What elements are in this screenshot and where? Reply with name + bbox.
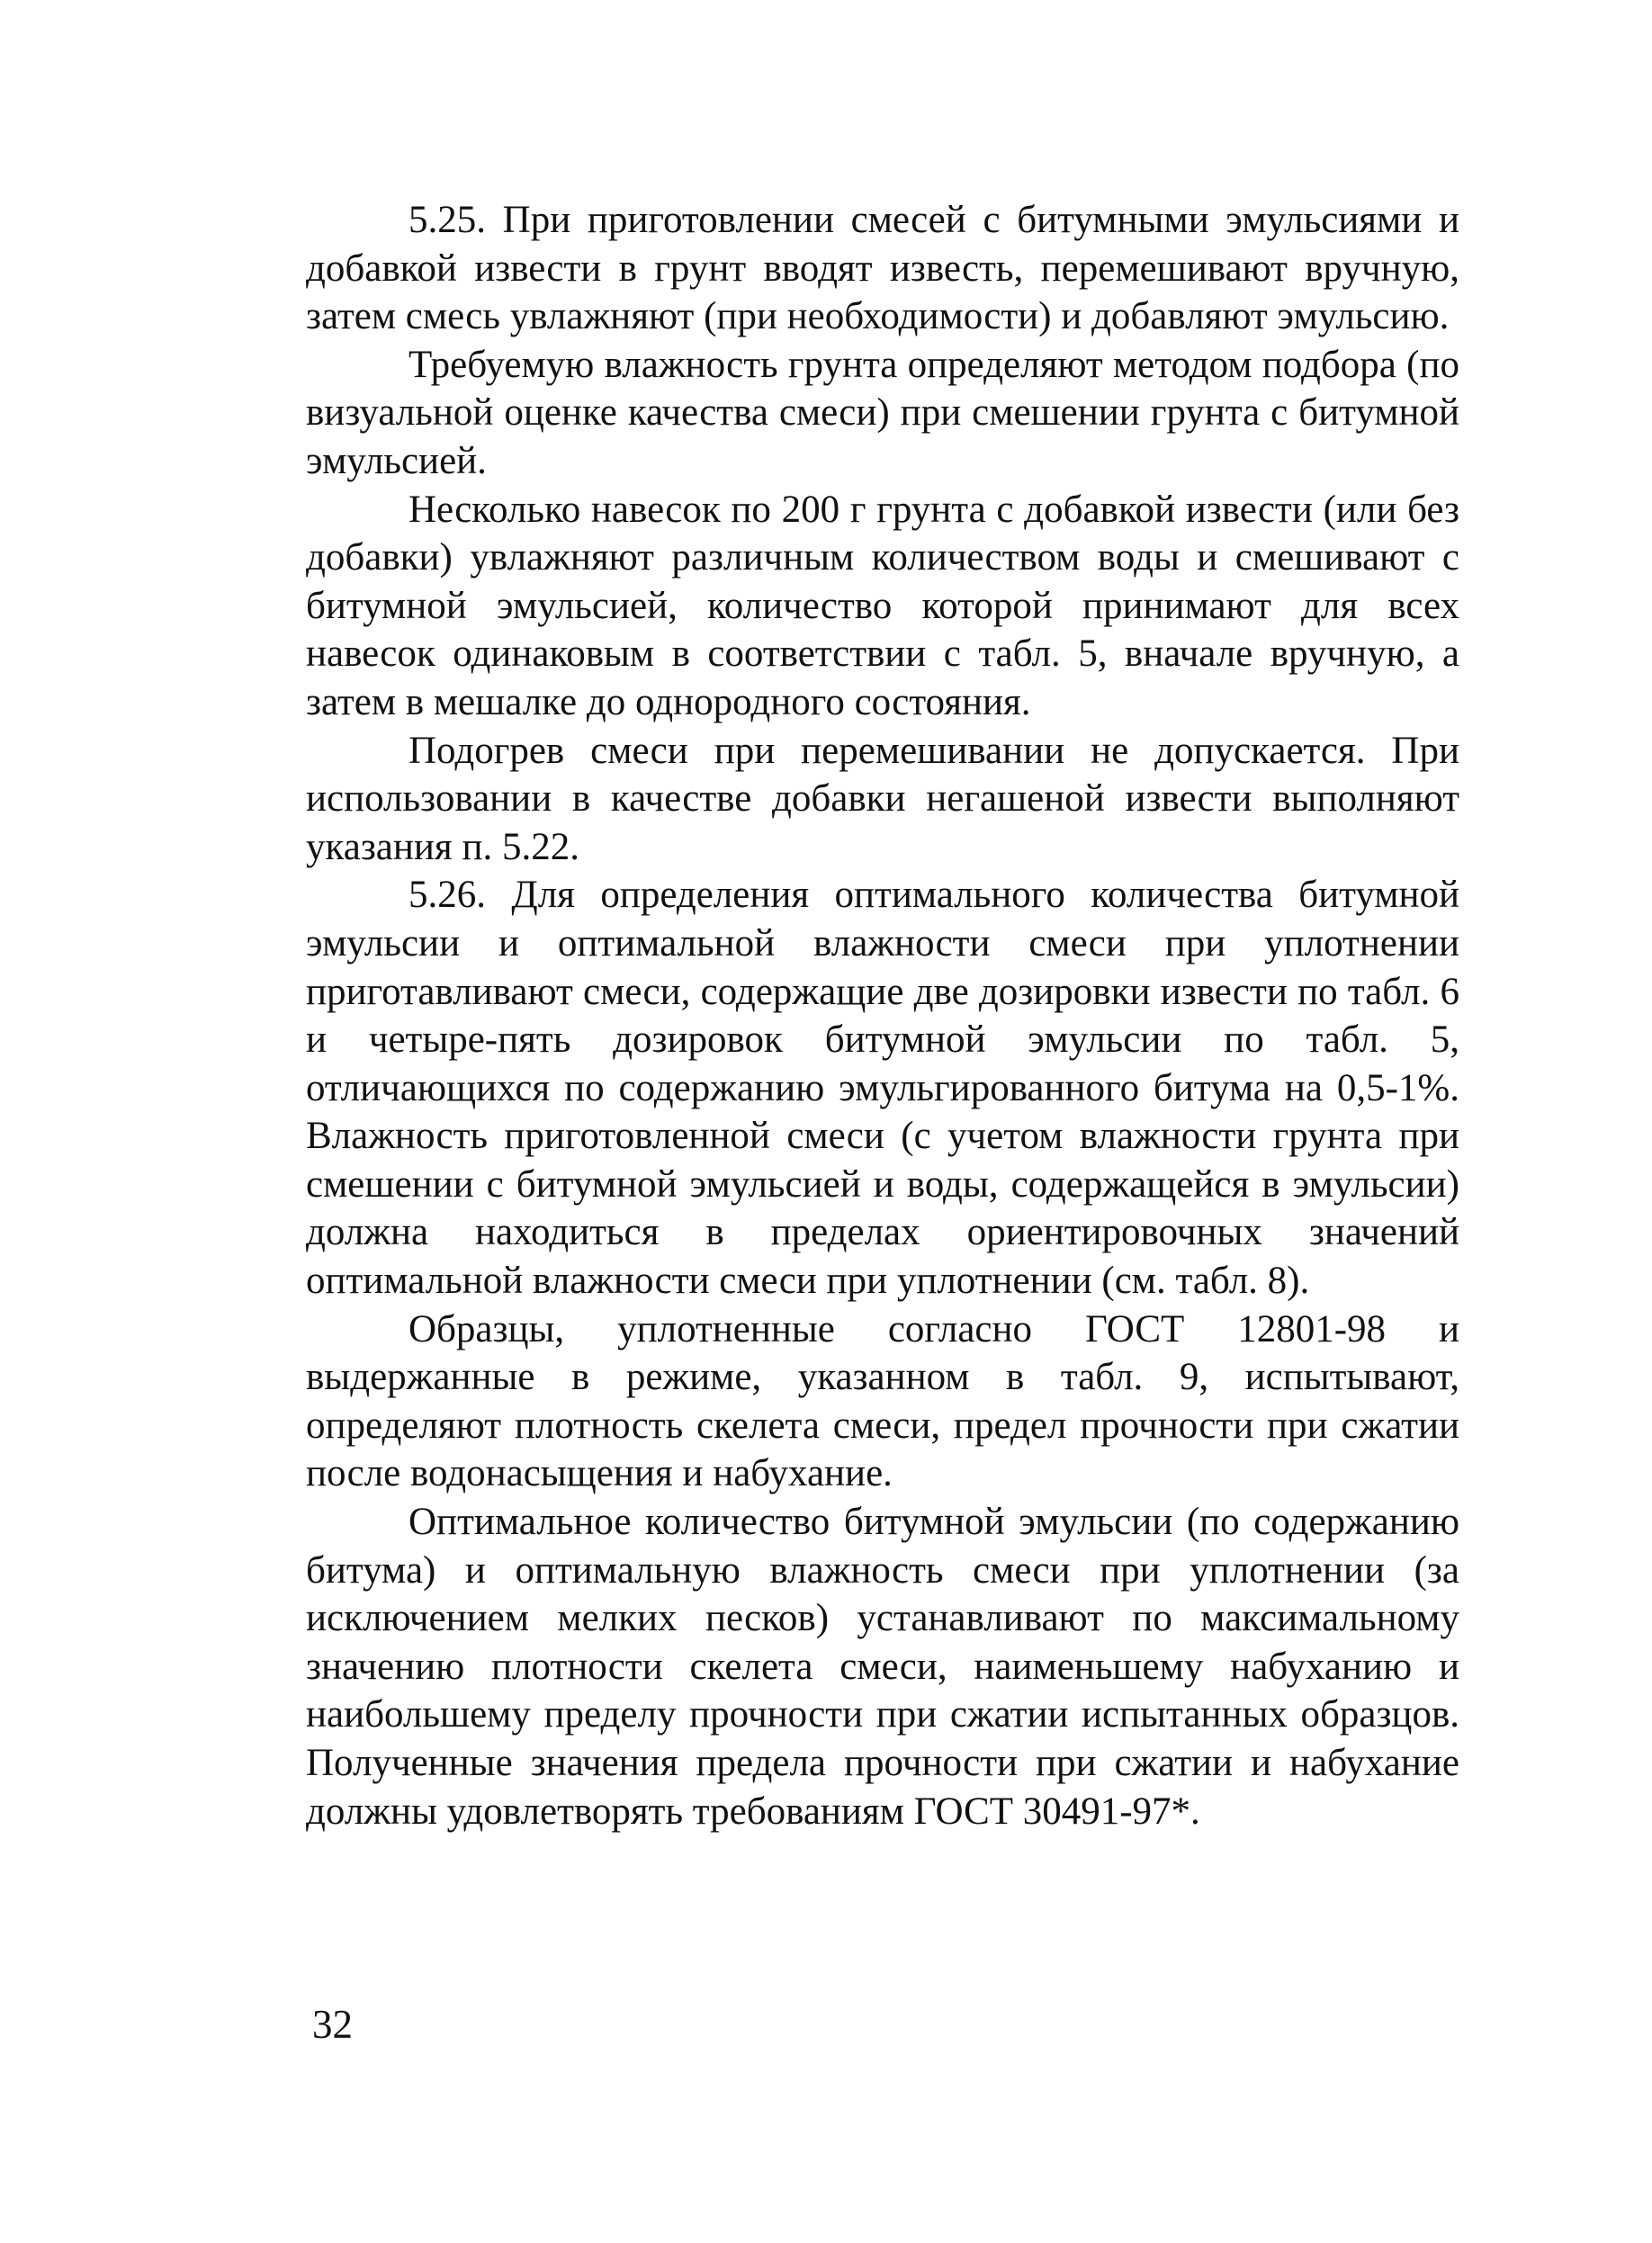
paragraph-heating: Подогрев смеси при перемешивании не допускается. При использовании в качестве добавки негашеной извести выполняют указания п. 5.22. [306,729,1459,868]
paragraph-5-26: 5.26. Для определения оптимального количества битумной эмульсии и оптимальной влажности смеси при уплотнении приготавливают смеси, содержащие две дозировки извести по табл. 6 и четыре-пять дозировок битумной эмульсии по табл. 5, отличающихся по содержанию эмульгированного битума на 0,5-1%. Влажность приготовленной смеси (с учетом влажности грунта при смешении с битумной эмульсией и воды, содержащейся в эмульсии) должна находиться в пределах ориентировочных значений оптимальной влажности смеси при уплотнении (см. табл. 8). [306,874,1459,1303]
paragraph-specimens: Образцы, уплотненные согласно ГОСТ 12801-98 и выдержанные в режиме, указанном в табл. 9, испытывают, определяют плотность скелета смеси, предел прочности при сжатии после водонасыщения и набухание. [306,1307,1459,1495]
paragraph-5-25: 5.25. При приготовлении смесей с битумными эмульсиями и добавкой извести в грунт вводят известь, перемешивают вручную, затем смесь увлажняют (при необходимости) и добавляют эмульсию. [306,199,1459,338]
body-text [306,196,1459,1835]
page-number: 32 [312,2002,353,2047]
paragraph-moisture: Требуемую влажность грунта определяют методом подбора (по визуальной оценке качества смеси) при смешении грунта с битумной эмульсией. [306,343,1459,482]
paragraph-optimal: Оптимальное количество битумной эмульсии (по содержанию битума) и оптимальную влажность смеси при уплотнении (за исключением мелких песков) устанавливают по максимальному значению плотности скелета смеси, наименьшему набуханию и наибольшему пределу прочности при сжатии испытанных образцов. Полученные значения предела прочности при сжатии и набухание должны удовлетворять требованиям ГОСТ 30491-97*. [306,1501,1459,1833]
paragraph-samples: Несколько навесок по 200 г грунта с добавкой извести (или без добавки) увлажняют различным количеством воды и смешивают с битумной эмульсией, количество которой принимают для всех навесок одинаковым в соответствии с табл. 5, вначале вручную, а затем в мешалке до однородного состояния. [306,488,1459,723]
